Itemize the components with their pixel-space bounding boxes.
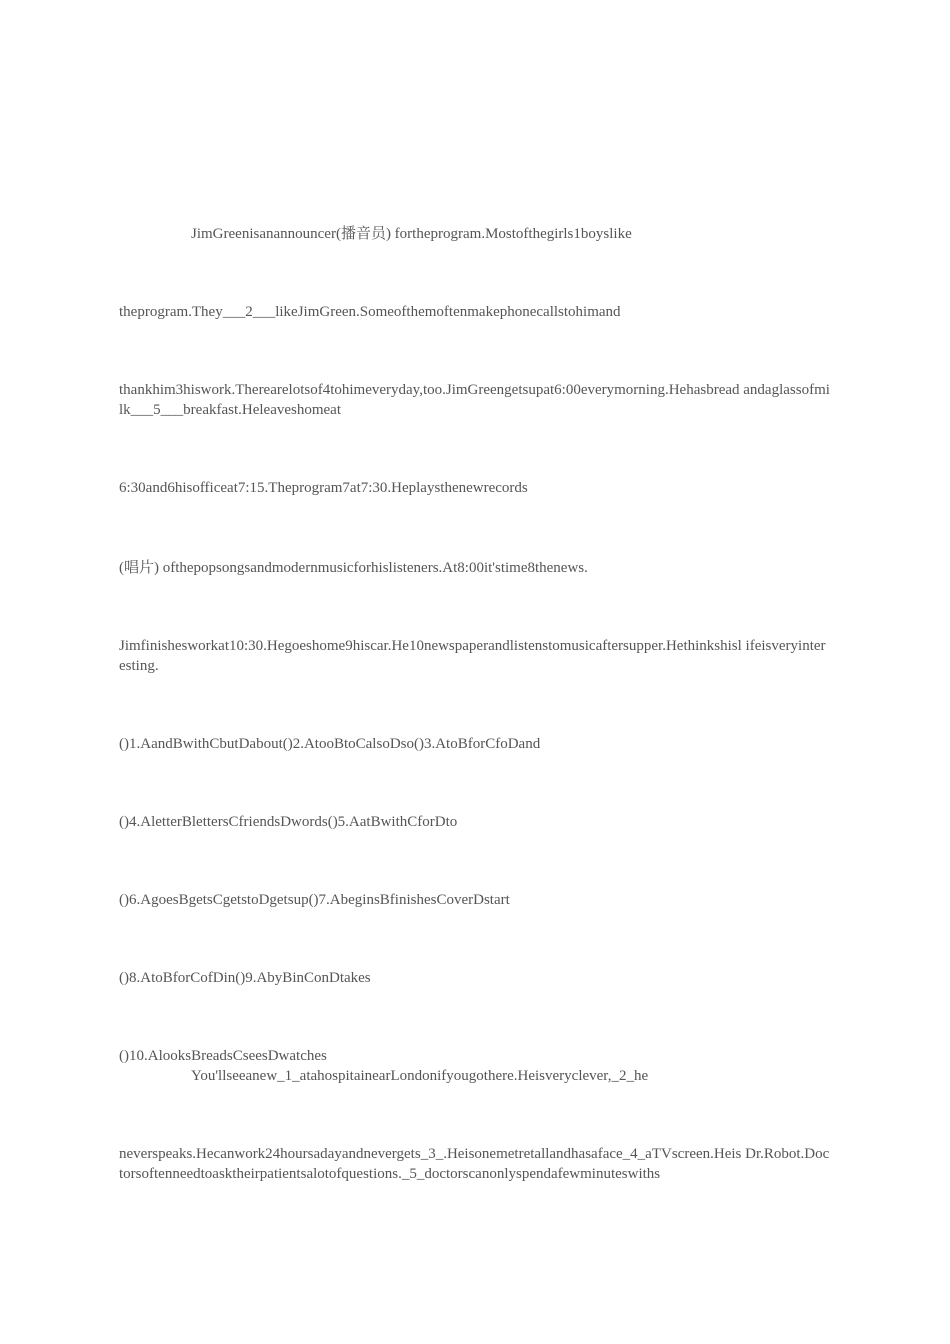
passage1-line-2: theprogram.They___2___likeJimGreen.Someofthemoftenmakephonecallstohimand (119, 304, 621, 320)
passage1-line-1: JimGreenisanannouncer(播音员) fortheprogram.Mostofthegirls1boyslike (191, 226, 632, 242)
passage1-line-5: (唱片) ofthepopsongsandmodernmusicforhislisteners.At8:00it'stime8thenews. (119, 560, 588, 576)
question-line-4: ()8.AtoBforCofDin()9.AbyBinConDtakes (119, 970, 371, 986)
passage1-line-6: Jimfinishesworkat10:30.Hegoeshome9hiscar.He10newspaperandlistenstomusicaftersupper.Hethinkshisl ifeisveryinteresting. (119, 638, 826, 674)
passage1-line-3: thankhim3hiswork.Therearelotsof4tohimeveryday,too.JimGreengetsupat6:00everymorning.Hehasbread andaglassofmilk___5___breakfast.Heleaveshomeat (119, 382, 830, 418)
question-line-1: ()1.AandBwithCbutDabout()2.AtooBtoCalsoDso()3.AtoBforCfoDand (119, 736, 541, 752)
passage1-line-4: 6:30and6hisofficeat7:15.Theprogram7at7:30.Heplaysthenewrecords (119, 480, 528, 496)
passage2-line-2: neverspeaks.Hecanwork24hoursadayandnevergets_3_.Heisonemetretallandhasaface_4_aTVscreen.Heis Dr.Robot.Doctorsoftenneedtoasktheirpatientsalotofquestions._5_doctorscanonlyspendafewminuteswiths (119, 1146, 830, 1182)
question-line-3: ()6.AgoesBgetsCgetstoDgetsup()7.AbeginsBfinishesCoverDstart (119, 892, 510, 908)
question-line-5: ()10.AlooksBreadsCseesDwatches (119, 1048, 327, 1064)
question-line-2: ()4.AletterBlettersCfriendsDwords()5.AatBwithCforDto (119, 814, 458, 830)
passage2-line-1: You'llseeanew_1_atahospitainearLondonifyougothere.Heisveryclever,_2_he (191, 1068, 649, 1084)
